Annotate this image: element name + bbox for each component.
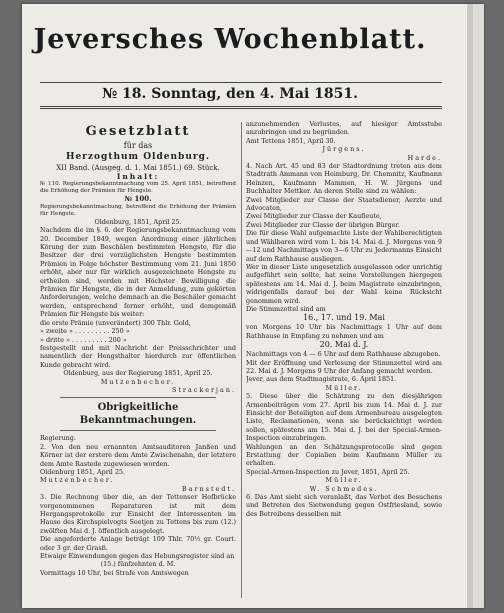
prize-line-1: die erste Prämie (unverändert) 300 Thlr. Gold, — [40, 318, 191, 327]
section-rule-2 — [60, 430, 216, 431]
regierung-sign: Mutzenbecher. — [40, 476, 115, 485]
inhalt-text: № 110. Regierungsbekanntmachung vom 25. April 1851, betreffend die Erhöhung der Prämien für Hengste. — [40, 181, 236, 195]
herzogthum-heading: Herzogthum Oldenburg. — [65, 152, 211, 162]
right-paragraph-10: Wahlungen an den Schätzungsprotocolle sind gegen Erstattung der Copialien beim Kaufmann Müller zu erhalten. — [246, 442, 442, 468]
signoff-line: Oldenburg, aus der Regierung 1851, April 25. — [63, 369, 213, 378]
body-paragraph-1: Nachdem die im §. 6. der Regierungsbekanntmachung vom 20. December 1849, wegen Anordnung einer jährlichen Körung der zum Beschälen bestimmten Hengste, für die Besitzer der drei vorzüglichsten Hengste bestimmten Prämien in Folge höchster Bestimmung vom 21. Juni 1850 erhöht, aber nur für wirklich ausgezeichnete Hengste zu ertheilen sind, werden mit Höchster Bewilligung die Prämien für Hengste, die in der Anmeldung, zum gekörten Anforderungen, welche demnach an die Beschäler gemacht werden, entsprechend ferner erhöht, und demgemäß Prämien für Hengste bis weiter: — [40, 226, 236, 319]
regierung-label: Regierung. — [40, 434, 76, 443]
right-sign-1: Amt Tettens 1851, April 30. — [246, 136, 336, 145]
right-paragraph-2: 4. Nach Art. 45 und 83 der Stadtordnung treten aus dem Stadtrath Ammann von Heimburg, Dr. Chemnitz, Kaufmann Heinzen, Kaufmann Mammen, H. W. Jürgens und Buchhalter Mettker. An deren Stelle sind zu wählen: — [246, 162, 442, 196]
signoff-name-2: Strackerjan. — [171, 385, 236, 394]
body-paragraph-7: Vormittags 10 Uhr, bei Strafe von Amtswegen — [40, 568, 189, 577]
gesetzblatt-heading: Gesetzblatt — [85, 124, 191, 139]
issue-rule — [40, 106, 442, 107]
right-list-3: Zwei Mitglieder zur Classe der übrigen Bürger. — [246, 220, 400, 229]
section-title: Obrigkeitliche Bekanntmachungen. — [79, 402, 197, 427]
right-dates: 16., 17. und 19. Mai — [303, 313, 385, 323]
section-rule — [60, 397, 216, 398]
fur-das-text: für das — [123, 141, 153, 150]
volume-line: XII Band. (Ausgeg. d. 1. Mai 1851.) 69. Stück. — [56, 164, 220, 172]
issue-line: № 18. Sonntag, den 4. Mai 1851. — [101, 86, 359, 102]
right-list-2: Zwei Mitglieder zur Classe der Kaufleute, — [246, 212, 382, 221]
right-sign-10: Special-Armen-Inspection zu Jever, 1851, April 25. — [246, 467, 410, 476]
right-paragraph-6: von Morgens 10 Uhr bis Nachmittags 1 Uhr auf dem Rathhause in Empfang zu nehmen und am — [246, 323, 442, 340]
body-paragraph-6: (15.) fünfzehnten d. M. — [100, 560, 176, 569]
body-paragraph-5: Etwaige Einwendungen gegen das Hebungsregister sind an — [40, 552, 235, 561]
right-paragraph-7: Nachmittags von 4 — 6 Uhr auf dem Rathhause abzugeben. — [246, 350, 441, 359]
regierung-sign-2: Barnstedt. — [182, 484, 236, 493]
inhalt-label: Inhalt: — [116, 172, 160, 181]
right-date-2: 20. Mai d. J. — [319, 340, 369, 350]
masthead-title: Jeversches Wochenblatt. — [33, 24, 427, 55]
regierung-text: 2. Von den neu ernannten Amtsauditoren Janßen und Körner ist der erstere dem Amte Zwischenahn, der letztere dem Amte Rastede zugewiesen worden. — [40, 442, 236, 468]
right-paragraph-3: Die für diese Wahl aufgemachte Liste der Wahlberechtigten und Wählbaren wird vom 1. bis 14. Mai d. J. Morgens von 9—12 und Nachmittags von 3—6 Uhr zu Jedermanns Einsicht auf dem Rathhause ausliegen. — [246, 229, 442, 263]
signoff-name-1: Mutzenbecher. — [100, 377, 176, 386]
right-name-8: Müller. — [325, 383, 363, 392]
right-column — [246, 120, 442, 600]
page-edge — [473, 4, 484, 608]
right-paragraph-5: Die Stimmzettel sind am — [246, 304, 326, 313]
right-paragraph-4: Wer in dieser Liste ungesetzlich ausgelassen oder unrichtig aufgeführt sein sollte, hat seine Vorstellungen hiergegen spätestens am 14. Mai d. J. beim Magistrate einzubringen, widrigenfalls darauf bei der Wahl keine Rücksicht genommen wird. — [246, 262, 442, 305]
right-name-10a: Müller. — [325, 476, 363, 485]
no-text: Regierungsbekanntmachung, betreffend die Erhöhung der Prämien für Hengste. — [40, 203, 236, 217]
right-paragraph-11: 6. Das Amt sieht sich veranlaßt, das Verbot des Besuchens und Betreten des Sietwendung gegen Ostfriesland, sowie des Betreibens desselben mit — [246, 493, 442, 518]
right-name-1: Jürgens. — [322, 145, 366, 154]
right-paragraph-9: 5. Diese über die Schätzung zu den diesjährigen Armenbeiträgen vom 27. April bis zum 14. Mai d. J. zur Einsicht der Beteiligten auf dem Armenbureau ausgelegten Liste, Reclamationen, wenn sie berücksichtigt werden sollen, spätestens am 15. Mai d. J. bei der Special-Armen-Inspection einzubringen. — [246, 392, 442, 443]
body-paragraph-2: festgestellt und mit Nachricht der Preisschrichter und namentlich der Hengsthalter hierdurch zur öffentlichen Kunde gebracht wird. — [40, 343, 236, 369]
issue-rule-double — [40, 108, 442, 109]
right-paragraph-8: Mit der Eröffnung und Verlesung der Stimmzettel wird am 22. Mai d. J. Morgens 9 Uhr der Anfang gemacht werden. — [246, 358, 442, 375]
column-divider — [241, 122, 242, 598]
right-sign-8: Jever, aus dem Stadtmagistrate, 6. April 1851. — [246, 375, 397, 384]
prize-line-2: » zweite » . . . . . . . . . 250 » — [40, 327, 130, 336]
regierung-date: Oldenburg 1851, April 25. — [40, 467, 126, 476]
place-date: Oldenburg, 1851, April 25. — [94, 217, 182, 226]
masthead-rule — [40, 82, 442, 83]
right-paragraph-1: anzunehmenden Verlustes, auf hiesiger Amtsstube anzubringen und zu begründen. — [246, 120, 442, 137]
left-column — [40, 120, 236, 600]
prize-line-3: » dritte » . . . . . . . . . 200 » — [40, 335, 127, 344]
body-paragraph-3: 3. Die Rechnung über die, an der Tettenser Hofbrücke vorgenommenen Reparaturen ist mit dem Hergangsprotokolle zur Einsicht der Interessenten im Hause des Kirchspielvogts Seetjen zu Tettens bis zum (12.) zwölften Mai d. J. öffentlich ausgelegt. — [40, 493, 236, 535]
right-list-1: Zwei Mitglieder zur Classe der Staatsdiener, Aerzte und Advocaten, — [246, 195, 442, 213]
body-paragraph-4: Die angeforderte Anlage beträgt 109 Thlr. 70½ gr. Court. oder 3 gr. der Grasß. — [40, 535, 236, 552]
right-name-10b: W. Schmedes. — [309, 484, 379, 493]
no-label: № 100. — [124, 194, 152, 204]
harde-name: Harde. — [407, 153, 442, 162]
